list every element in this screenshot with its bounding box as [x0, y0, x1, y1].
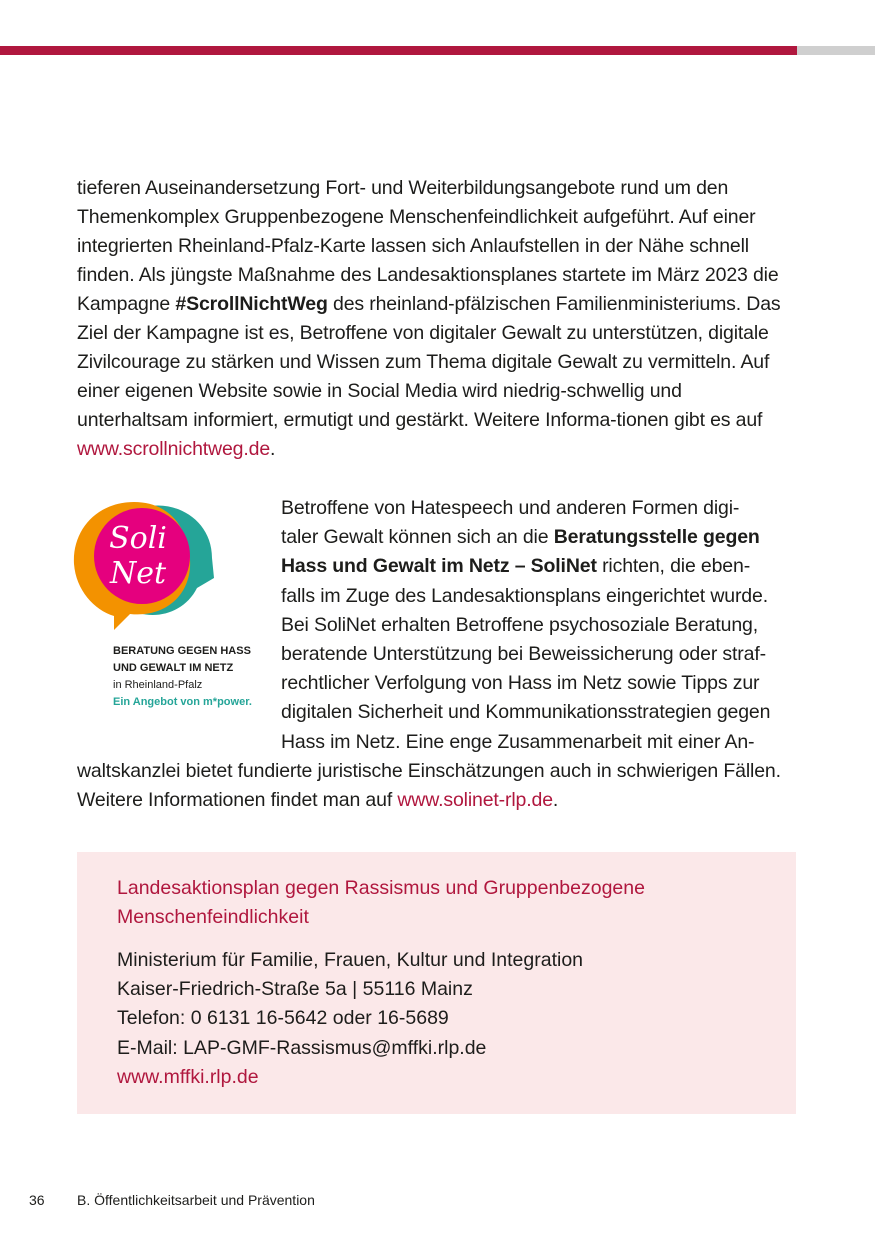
paragraph-line: rechtlicher Verfolgung von Hass im Netz sowie Tipps zur	[281, 672, 760, 695]
paragraph-line: digitalen Sicherheit und Kommunikationsstrategien gegen	[281, 701, 771, 724]
solinet-name: Beratungsstelle gegen	[553, 526, 760, 549]
solinet-name: Hass und Gewalt im Netz – SoliNet	[281, 555, 597, 578]
ministry-name: Ministerium für Familie, Frauen, Kultur und Integration	[117, 949, 584, 971]
top-accent-bar	[0, 46, 797, 55]
logo-word-net: Net	[109, 556, 167, 591]
paragraph-line	[77, 786, 797, 815]
body-paragraph-1	[77, 174, 797, 464]
section-title: B. Öffentlichkeitsarbeit und Prävention	[77, 1192, 315, 1208]
contact-details	[117, 946, 583, 1092]
email-address[interactable]: E-Mail: LAP-GMF-Rassismus@mffki.rlp.de	[117, 1036, 487, 1059]
paragraph-line: waltskanzlei bietet fundierte juristische Einschätzungen auch in schwierigen Fällen.	[77, 759, 781, 782]
address: Kaiser-Friedrich-Straße 5a | 55116 Mainz	[117, 978, 473, 1001]
paragraph-line	[77, 523, 797, 552]
paragraph-line: Bei SoliNet erhalten Betroffene psychosoziale Beratung,	[281, 613, 759, 636]
paragraph-text: richten, die eben-	[596, 555, 751, 578]
body-paragraph-2	[77, 494, 797, 815]
paragraph-line: beratende Unterstützung bei Beweissicherung oder straf-	[281, 643, 766, 666]
solinet-link[interactable]: www.solinet-rlp.de	[397, 789, 553, 812]
contact-info-box	[77, 852, 796, 1114]
paragraph-text: .	[552, 789, 559, 812]
logo-caption-line: UND GEWALT IM NETZ	[113, 662, 234, 674]
top-grey-bar	[797, 46, 875, 55]
paragraph-line	[77, 552, 797, 581]
paragraph-text: .	[270, 438, 276, 460]
paragraph-text: taler Gewalt können sich an die	[281, 526, 554, 549]
logo-word-soli: Soli	[109, 521, 167, 556]
ministry-website-link[interactable]: www.mffki.rlp.de	[117, 1065, 259, 1088]
campaign-hashtag: #ScrollNichtWeg	[175, 293, 328, 315]
paragraph-text: tieferen Auseinandersetzung Fort- und Weiterbildungsangebote rund um den Themenkomplex Gruppenbezogene Menschenfeindlichkeit aufgeführt. Auf einer integrierten Rheinland-Pfalz-Karte lassen sich Anlaufstellen in der Nähe schnell finden. Als jüngste Maßnahme des Landesaktionsplanes startete im März 2023 die Kampagne	[77, 177, 779, 315]
paragraph-text: Weitere Informationen findet man auf	[77, 789, 398, 812]
paragraph-line: Betroffene von Hatespeech und anderen Formen digi-	[281, 497, 740, 519]
page-number: 36	[29, 1192, 45, 1208]
scrollnichtweg-link[interactable]: www.scrollnichtweg.de	[77, 438, 271, 460]
logo-caption-line: BERATUNG GEGEN HASS	[113, 645, 251, 657]
paragraph-line: falls im Zuge des Landesaktionsplans eingerichtet wurde.	[281, 584, 768, 607]
paragraph-text: des rheinland-pfälzischen Familienministeriums. Das Ziel der Kampagne ist es, Betroffene von digitaler Gewalt zu unterstützen, digitale Zivilcourage zu stärken und Wissen zum Thema digitale Gewalt zu vermitteln. Auf einer eigenen Website sowie in Social Media wird niedrig-schwellig und unterhaltsam informiert, ermutigt und gestärkt. Weitere Informa-tionen gibt es auf	[77, 293, 781, 431]
phone-number: Telefon: 0 6131 16-5642 oder 16-5689	[117, 1007, 449, 1030]
paragraph-line: Hass im Netz. Eine enge Zusammenarbeit mit einer An-	[281, 730, 755, 753]
logo-caption-tagline: Ein Angebot von m*power.	[113, 696, 252, 708]
info-box-title: Landesaktionsplan gegen Rassismus und Gruppenbezogene Menschenfeindlichkeit	[117, 877, 645, 928]
logo-caption-line: in Rheinland-Pfalz	[113, 679, 203, 691]
